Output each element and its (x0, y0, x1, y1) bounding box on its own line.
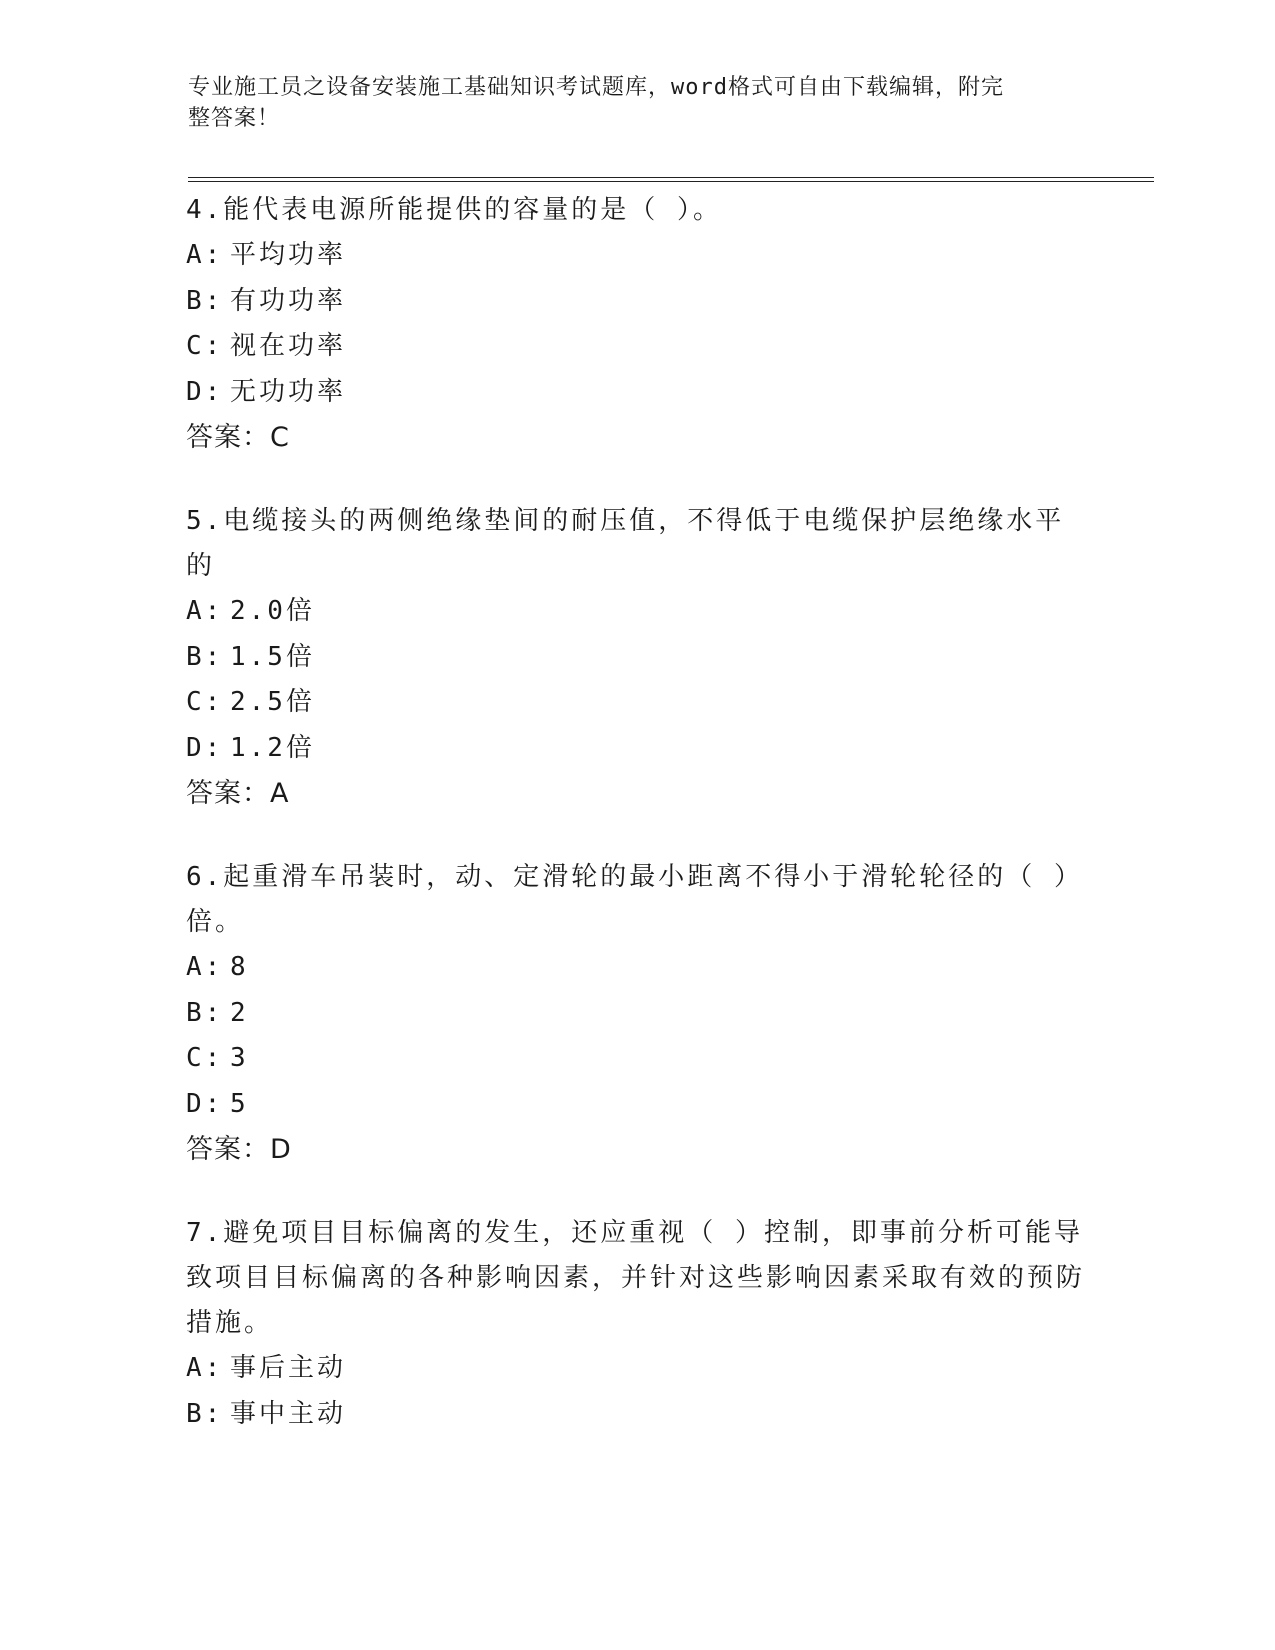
answer-line (186, 1127, 1086, 1173)
option-b (186, 991, 1086, 1037)
question-5 (186, 499, 1086, 817)
answer-line (186, 771, 1086, 817)
option-d (186, 1082, 1086, 1128)
option-a (186, 589, 1086, 635)
option-text: 5 (230, 1088, 249, 1119)
option-letter: A: (186, 952, 224, 982)
option-text: 3 (230, 1043, 249, 1073)
option-text: 事中主动 (230, 1398, 347, 1429)
option-letter: B: (186, 1398, 224, 1429)
option-text: 2.0倍 (230, 596, 315, 626)
option-c (186, 1036, 1086, 1082)
option-text: 事后主动 (230, 1353, 347, 1383)
answer-label: 答案： (186, 778, 270, 809)
question-4 (186, 188, 1086, 461)
answer-value: C (270, 422, 290, 453)
option-list (186, 233, 1086, 415)
answer-label: 答案： (186, 1134, 270, 1165)
option-letter: A: (186, 1353, 224, 1383)
option-letter: C: (186, 1043, 224, 1073)
option-list (186, 1346, 1086, 1437)
option-d (186, 726, 1086, 772)
option-a (186, 233, 1086, 279)
option-list (186, 945, 1086, 1127)
question-6 (186, 855, 1086, 1173)
answer-value: A (270, 778, 290, 809)
option-b (186, 279, 1086, 325)
option-letter: D: (186, 732, 224, 763)
option-text: 视在功率 (230, 331, 347, 361)
option-text: 8 (230, 952, 249, 982)
header-line-2: 整答案！ (188, 106, 281, 131)
option-letter: A: (186, 596, 224, 626)
option-a (186, 945, 1086, 991)
option-text: 1.2倍 (230, 732, 315, 763)
option-text: 1.5倍 (230, 641, 315, 672)
option-text: 平均功率 (230, 240, 347, 270)
document-header (188, 72, 1068, 134)
question-7 (186, 1211, 1086, 1437)
option-letter: D: (186, 376, 224, 407)
option-text: 2 (230, 997, 249, 1028)
question-list (186, 188, 1086, 1475)
option-text: 无功功率 (230, 376, 347, 407)
option-letter: B: (186, 997, 224, 1028)
header-line-1: 专业施工员之设备安装施工基础知识考试题库，word格式可自由下载编辑，附完 (188, 75, 1004, 100)
answer-label: 答案： (186, 422, 270, 453)
question-stem: 6.起重滑车吊装时，动、定滑轮的最小距离不得小于滑轮轮径的（ ）倍。 (186, 862, 1083, 937)
answer-value: D (270, 1134, 292, 1165)
header-divider (188, 177, 1154, 182)
option-a (186, 1346, 1086, 1392)
option-list (186, 589, 1086, 771)
question-stem: 7.避免项目目标偏离的发生，还应重视（ ）控制，即事前分析可能导致项目目标偏离的各种影响因素，并针对这些影响因素采取有效的预防措施。 (186, 1218, 1086, 1338)
answer-line (186, 415, 1086, 461)
question-stem: 5.电缆接头的两侧绝缘垫间的耐压值，不得低于电缆保护层绝缘水平的 (186, 506, 1065, 581)
option-b (186, 1392, 1086, 1438)
option-letter: C: (186, 687, 224, 717)
option-text: 有功功率 (230, 285, 347, 316)
option-c (186, 324, 1086, 370)
option-letter: B: (186, 285, 224, 316)
option-text: 2.5倍 (230, 687, 315, 717)
question-stem: 4.能代表电源所能提供的容量的是（ ）。 (186, 195, 722, 225)
option-b (186, 635, 1086, 681)
option-c (186, 680, 1086, 726)
option-letter: D: (186, 1088, 224, 1119)
option-d (186, 370, 1086, 416)
option-letter: A: (186, 240, 224, 270)
option-letter: B: (186, 641, 224, 672)
option-letter: C: (186, 331, 224, 361)
